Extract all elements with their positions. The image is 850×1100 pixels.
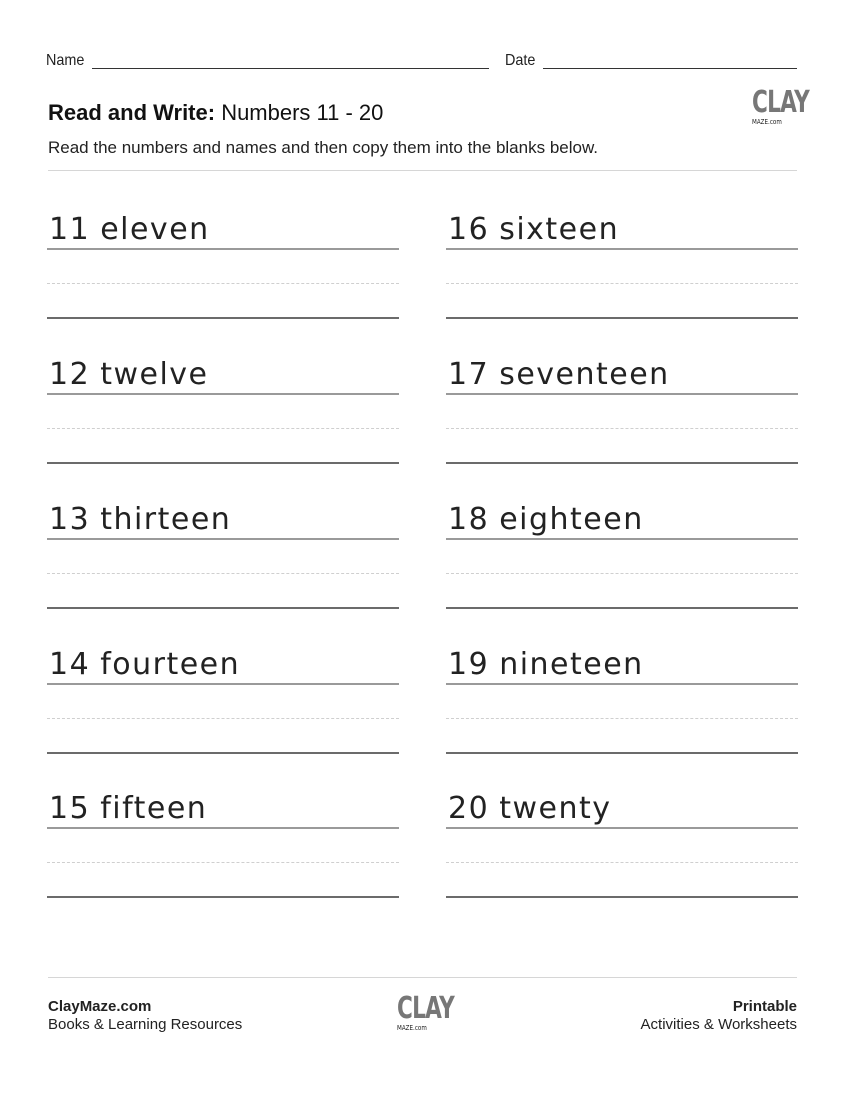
practice-block-13 xyxy=(47,503,399,633)
date-label: Date xyxy=(505,52,536,69)
logo-maze-text: MAZE.com xyxy=(397,1024,427,1032)
number-word: 15 fifteen xyxy=(49,791,208,826)
practice-block-11 xyxy=(47,213,399,343)
title-rest: Numbers 11 - 20 xyxy=(221,100,384,125)
footer-left-sub: Books & Learning Resources xyxy=(48,1016,243,1033)
writing-line[interactable] xyxy=(446,317,798,319)
guide-line-dashed[interactable] xyxy=(47,428,399,429)
header-divider xyxy=(48,170,797,171)
logo-maze-text: MAZE.com xyxy=(752,118,782,126)
guide-line-top xyxy=(446,538,798,540)
name-field[interactable] xyxy=(92,68,489,69)
writing-line[interactable] xyxy=(446,752,798,754)
guide-line-top xyxy=(47,827,399,829)
guide-line-top xyxy=(47,538,399,540)
guide-line-dashed[interactable] xyxy=(47,283,399,284)
number-word: 20 twenty xyxy=(448,791,612,826)
number-word: 14 fourteen xyxy=(49,647,241,682)
guide-line-dashed[interactable] xyxy=(446,862,798,863)
footer-left xyxy=(48,998,242,1034)
footer-right-title: Printable xyxy=(732,998,797,1015)
writing-line[interactable] xyxy=(446,462,798,464)
number-word: 12 twelve xyxy=(49,357,209,392)
logo-clay-text: CLAY xyxy=(397,991,455,1026)
practice-block-14 xyxy=(47,648,399,778)
writing-line[interactable] xyxy=(47,752,399,754)
practice-block-20 xyxy=(446,792,798,922)
page-title xyxy=(48,100,383,126)
footer-logo xyxy=(397,991,455,1034)
writing-line[interactable] xyxy=(47,317,399,319)
practice-block-17 xyxy=(446,358,798,488)
footer-right-sub: Activities & Worksheets xyxy=(640,1016,797,1033)
writing-line[interactable] xyxy=(446,607,798,609)
guide-line-top xyxy=(47,393,399,395)
number-word: 18 eighteen xyxy=(448,502,644,537)
practice-block-19 xyxy=(446,648,798,778)
title-bold: Read and Write: xyxy=(48,100,216,125)
guide-line-dashed[interactable] xyxy=(47,718,399,719)
number-word: 19 nineteen xyxy=(448,647,644,682)
practice-block-12 xyxy=(47,358,399,488)
guide-line-top xyxy=(47,683,399,685)
practice-block-15 xyxy=(47,792,399,922)
logo-clay-text: CLAY xyxy=(752,85,810,120)
guide-line-top xyxy=(446,248,798,250)
guide-line-top xyxy=(446,683,798,685)
date-field[interactable] xyxy=(543,68,797,69)
footer-right xyxy=(641,998,797,1034)
number-word: 17 seventeen xyxy=(448,357,670,392)
number-word: 13 thirteen xyxy=(49,502,232,537)
number-word: 16 sixteen xyxy=(448,212,620,247)
writing-line[interactable] xyxy=(47,462,399,464)
guide-line-top xyxy=(47,248,399,250)
name-label: Name xyxy=(46,52,85,69)
guide-line-dashed[interactable] xyxy=(47,573,399,574)
footer-site: ClayMaze.com xyxy=(48,998,152,1015)
writing-line[interactable] xyxy=(446,896,798,898)
writing-line[interactable] xyxy=(47,896,399,898)
practice-block-16 xyxy=(446,213,798,343)
instructions: Read the numbers and names and then copy them into the blanks below. xyxy=(48,138,599,157)
guide-line-dashed[interactable] xyxy=(446,428,798,429)
guide-line-dashed[interactable] xyxy=(446,283,798,284)
practice-block-18 xyxy=(446,503,798,633)
claymaze-logo xyxy=(752,85,810,128)
footer-divider xyxy=(48,977,797,978)
guide-line-dashed[interactable] xyxy=(446,573,798,574)
number-word: 11 eleven xyxy=(49,212,210,247)
guide-line-top xyxy=(446,393,798,395)
guide-line-top xyxy=(446,827,798,829)
writing-line[interactable] xyxy=(47,607,399,609)
guide-line-dashed[interactable] xyxy=(47,862,399,863)
guide-line-dashed[interactable] xyxy=(446,718,798,719)
